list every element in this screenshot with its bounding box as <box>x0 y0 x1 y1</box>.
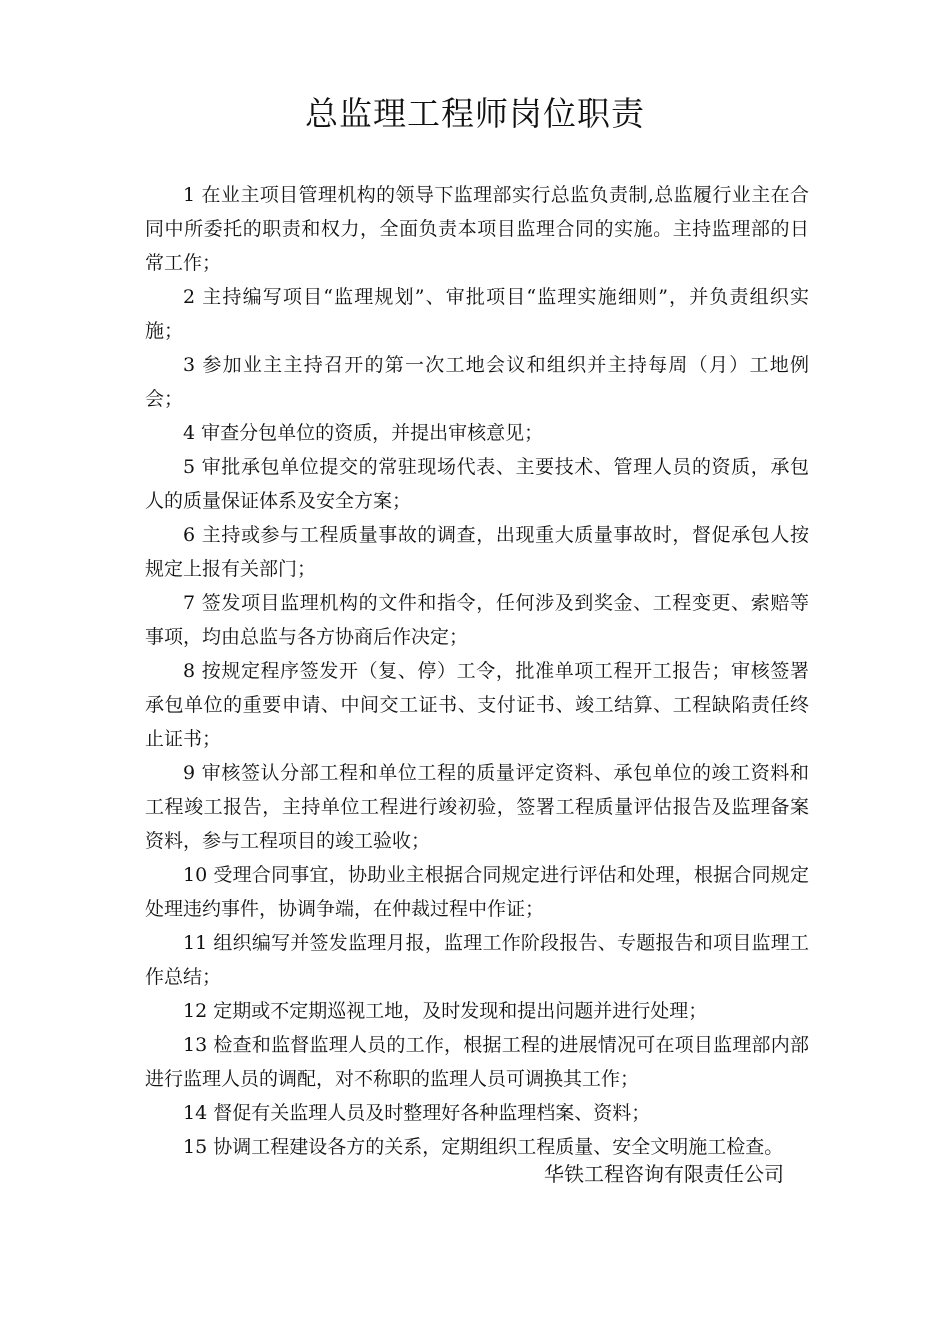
duty-item: 4 审查分包单位的资质，并提出审核意见； <box>183 422 544 444</box>
duty-item: 2 主持编写项目“监理规划”、审批项目“监理实施细则”，并负责组织实施； <box>145 286 809 342</box>
duty-item: 11 组织编写并签发监理月报，监理工作阶段报告、专题报告和项目监理工作总结； <box>145 932 809 988</box>
duty-item: 12 定期或不定期巡视工地，及时发现和提出问题并进行处理； <box>183 1000 708 1022</box>
duty-item: 1 在业主项目管理机构的领导下监理部实行总监负责制,总监履行业主在合同中所委托的职责和权力，全面负责本项目监理合同的实施。主持监理部的日常工作； <box>145 184 809 274</box>
company-signature: 华铁工程咨询有限责任公司 <box>544 1162 784 1186</box>
duty-item: 14 督促有关监理人员及时整理好各种监理档案、资料； <box>183 1102 651 1124</box>
duty-item: 3 参加业主主持召开的第一次工地会议和组织并主持每周（月）工地例会； <box>145 354 809 410</box>
duty-item: 13 检查和监督监理人员的工作，根据工程的进展情况可在项目监理部内部进行监理人员的调配，对不称职的监理人员可调换其工作； <box>145 1034 809 1090</box>
duty-item: 10 受理合同事宜，协助业主根据合同规定进行评估和处理，根据合同规定处理违约事件，协调争端，在仲裁过程中作证； <box>145 864 809 920</box>
duty-item: 8 按规定程序签发开（复、停）工令，批准单项工程开工报告；审核签署承包单位的重要申请、中间交工证书、支付证书、竣工结算、工程缺陷责任终止证书； <box>145 660 809 750</box>
duty-item: 15 协调工程建设各方的关系，定期组织工程质量、安全文明施工检查。 <box>183 1136 784 1158</box>
duty-item: 5 审批承包单位提交的常驻现场代表、主要技术、管理人员的资质，承包人的质量保证体系及安全方案； <box>145 456 809 512</box>
document-title: 总监理工程师岗位职责 <box>305 94 645 133</box>
duty-list <box>145 178 809 1164</box>
duty-item: 9 审核签认分部工程和单位工程的质量评定资料、承包单位的竣工资料和工程竣工报告，主持单位工程进行竣初验，签署工程质量评估报告及监理备案资料，参与工程项目的竣工验收； <box>145 762 809 852</box>
duty-item: 6 主持或参与工程质量事故的调查，出现重大质量事故时，督促承包人按规定上报有关部门； <box>145 524 809 580</box>
duty-item: 7 签发项目监理机构的文件和指令，任何涉及到奖金、工程变更、索赔等事项，均由总监与各方协商后作决定； <box>145 592 809 648</box>
